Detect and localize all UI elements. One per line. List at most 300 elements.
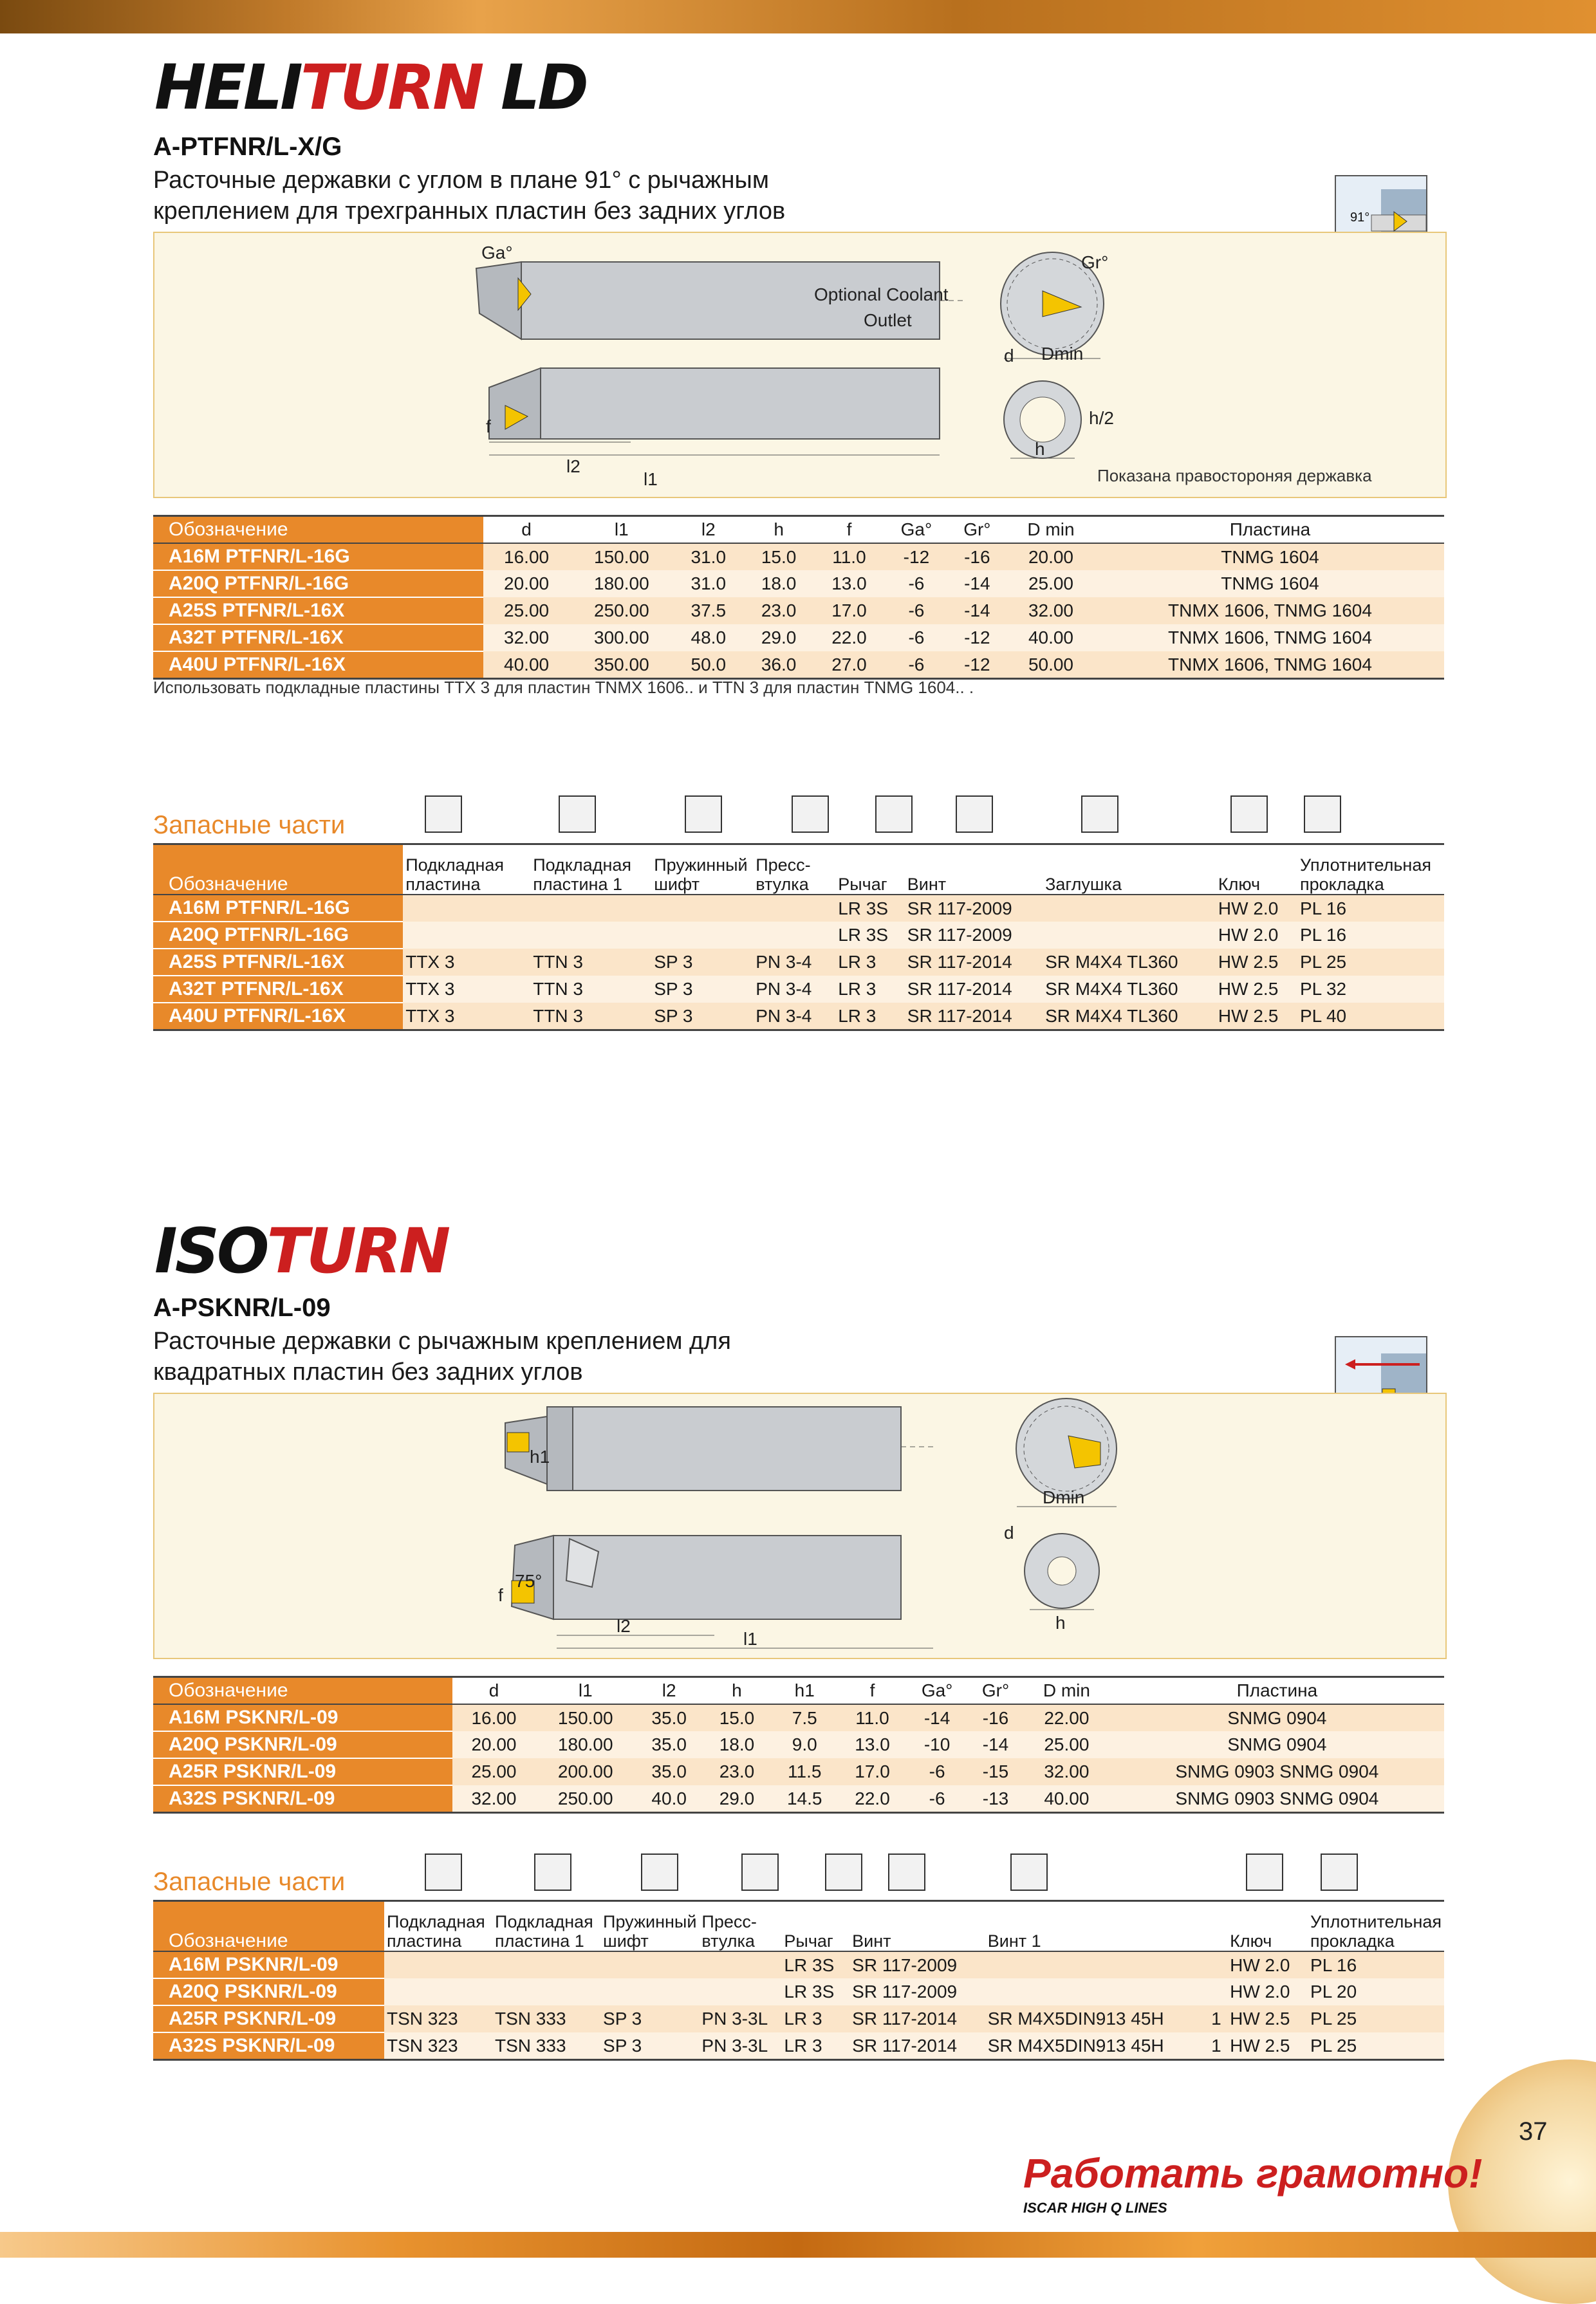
table-cell: 25.00 [1023,1731,1110,1758]
col-header [1209,1901,1227,1952]
table-row [153,1785,1444,1813]
table-cell: 16.00 [483,543,570,570]
table-cell: HW 2.5 [1216,949,1297,976]
label-l2: l2 [617,1616,631,1636]
table-cell: 11.0 [814,543,884,570]
table-cell: 35.0 [635,1731,703,1758]
table-cell: HW 2.0 [1227,1951,1308,1978]
table-footnote: Использовать подкладные пластины TTX 3 для пластин TNMX 1606.. и TTN 3 для пластин TNMG 1604.. . [153,678,974,697]
bottom-decor-bar [0,2232,1596,2258]
slogan-sub: ISCAR HIGH Q LINES [1023,2200,1167,2216]
table-cell: TNMX 1606, TNMG 1604 [1096,624,1444,651]
table-cell: 32.00 [452,1785,536,1813]
table-cell: SNMG 0903 SNMG 0904 [1110,1785,1444,1813]
table-cell [600,1978,699,2005]
table-cell: PL 16 [1297,922,1444,949]
col-header: Пресс-втулка [699,1901,781,1952]
col-header: h1 [771,1677,839,1705]
table-cell: 50.00 [1006,651,1096,679]
table-cell: SR 117-2014 [849,2005,985,2032]
col-header: Уплотнительная прокладка [1297,844,1444,895]
col-header: Обозначение [153,516,483,544]
shim-1-icon [534,1853,571,1891]
description-line-1: Расточные державки с углом в плане 91° с рычажным [153,167,769,194]
brand-part-red: TURN [300,51,482,124]
table-cell: 35.0 [635,1704,703,1731]
table-cell: TSN 333 [492,2032,600,2060]
table-cell: SR 117-2014 [849,2032,985,2060]
table-cell: LR 3S [835,895,905,922]
table-cell: 150.00 [535,1704,635,1731]
row-designation: A32S PSKNR/L-09 [153,2032,384,2060]
table-cell: SR 117-2009 [905,922,1043,949]
table-cell [600,1951,699,1978]
table-cell: SR M4X4 TL360 [1043,949,1216,976]
table-cell: PL 32 [1297,976,1444,1003]
col-header: Пружинный шифт [651,844,753,895]
table-cell: 25.00 [483,597,570,624]
brand-logo-heliturn [154,51,586,124]
table-cell: PN 3-3L [699,2032,781,2060]
col-header: Пресс-втулка [753,844,835,895]
spec-table-2-header [153,1677,1444,1705]
col-header: Рычаг [835,844,905,895]
table-cell: SR M4X5DIN913 45H [985,2005,1209,2032]
table-cell: 14.5 [771,1785,839,1813]
table-row [153,597,1444,624]
brand-logo-isoturn [154,1215,448,1287]
table-row [153,1731,1444,1758]
lever-icon [825,1853,862,1891]
product-code: A-PSKNR/L-09 [153,1294,331,1322]
table-cell: -6 [884,570,949,597]
table-cell: HW 2.0 [1216,895,1297,922]
table-row [153,2005,1444,2032]
label-coolant-2: Outlet [864,310,912,330]
table-cell [651,922,753,949]
spec-table-1 [153,515,1444,680]
table-cell: 16.00 [452,1704,536,1731]
table-cell: 13.0 [814,570,884,597]
table-cell: PL 25 [1308,2032,1444,2060]
table-cell: SR M4X4 TL360 [1043,976,1216,1003]
col-header: f [814,516,884,544]
col-header: d [452,1677,536,1705]
row-designation: A40U PTFNR/L-16X [153,651,483,679]
col-header: Пластина [1110,1677,1444,1705]
table-cell: -14 [906,1704,968,1731]
table-row [153,2032,1444,2060]
label-d: d [1004,346,1014,366]
spring-pin-icon [641,1853,678,1891]
row-designation: A16M PTFNR/L-16G [153,895,403,922]
table-cell: 31.0 [673,570,743,597]
table-cell: -12 [884,543,949,570]
col-header: Ключ [1216,844,1297,895]
table-cell: TSN 323 [384,2005,492,2032]
table-cell: SR 117-2009 [905,895,1043,922]
table-cell: TSN 323 [384,2032,492,2060]
row-designation: A32T PTFNR/L-16X [153,624,483,651]
table-cell: 40.00 [1006,624,1096,651]
col-header: Уплотнительная прокладка [1308,1901,1444,1952]
col-header: Винт [905,844,1043,895]
table-cell [1209,1951,1227,1978]
table-cell: -16 [968,1704,1023,1731]
label-dmin: Dmin [1043,1487,1085,1507]
brand-part-black: ISO [154,1215,267,1287]
brand-part-black: HELI [154,51,301,124]
table-cell: PN 3-4 [753,949,835,976]
table-cell: -6 [884,597,949,624]
product-description [153,1326,731,1388]
table-cell: 18.0 [703,1731,770,1758]
table-cell: 40.00 [483,651,570,679]
label-d: d [1004,1523,1014,1543]
table-row [153,1978,1444,2005]
key-icon [1230,795,1268,833]
table-row [153,624,1444,651]
table-cell: PN 3-4 [753,976,835,1003]
col-header: D min [1006,516,1096,544]
table-cell: PL 16 [1297,895,1444,922]
table-cell: 20.00 [452,1731,536,1758]
table-cell: 23.0 [743,597,813,624]
label-h2: h/2 [1089,408,1114,428]
table-cell: -6 [884,624,949,651]
seal-ring-icon [1321,1853,1358,1891]
table-cell [492,1978,600,2005]
row-designation: A25S PTFNR/L-16X [153,597,483,624]
description-line-1: Расточные державки с рычажным креплением для [153,1328,731,1355]
table-cell: 35.0 [635,1758,703,1785]
col-header: Обозначение [153,1677,452,1705]
col-header: Подкладная пластина 1 [530,844,651,895]
table-cell: -14 [968,1731,1023,1758]
table-cell: -13 [968,1785,1023,1813]
table-cell: -12 [949,624,1006,651]
col-header: D min [1023,1677,1110,1705]
table-cell: LR 3S [781,1951,849,1978]
spares-title: Запасные части [153,1868,346,1896]
col-header: Пружинный шифт [600,1901,699,1952]
spec-table-1-header [153,516,1444,544]
table-cell: -16 [949,543,1006,570]
col-header: Заглушка [1043,844,1216,895]
table-cell: 23.0 [703,1758,770,1785]
label-gr: Gr° [1081,252,1109,272]
table-cell: SR 117-2014 [905,1003,1043,1030]
drawing-box-1 [153,232,1447,498]
table-cell [1043,922,1216,949]
table-row [153,922,1444,949]
parts-table-1 [153,843,1444,1031]
table-cell: 25.00 [1006,570,1096,597]
table-cell: 20.00 [483,570,570,597]
shim-icon [425,795,462,833]
screw-icon [956,795,993,833]
table-row [153,1951,1444,1978]
table-cell: 200.00 [535,1758,635,1785]
table-cell [651,895,753,922]
table-cell: 29.0 [743,624,813,651]
col-header: l2 [635,1677,703,1705]
table-cell: 32.00 [1023,1758,1110,1785]
table-cell: 29.0 [703,1785,770,1813]
table-cell: 1 [1209,2005,1227,2032]
table-cell: SR 117-2014 [905,976,1043,1003]
table-cell: SNMG 0904 [1110,1704,1444,1731]
table-row [153,1003,1444,1030]
table-cell: 50.0 [673,651,743,679]
description-line-2: квадратных пластин без задних углов [153,1359,583,1386]
table-cell: TNMG 1604 [1096,543,1444,570]
table-cell: 11.0 [839,1704,906,1731]
description-line-2: креплением для трехгранных пластин без задних углов [153,198,786,225]
label-h: h [1055,1613,1066,1633]
table-cell: LR 3 [781,2005,849,2032]
table-cell: SR 117-2014 [905,949,1043,976]
table-cell: -6 [906,1785,968,1813]
press-sleeve-icon [741,1853,779,1891]
label-l2: l2 [566,456,580,476]
table-row [153,543,1444,570]
table-cell: 250.00 [535,1785,635,1813]
shim-1-icon [559,795,596,833]
spares-title: Запасные части [153,811,346,839]
table-cell: TTN 3 [530,976,651,1003]
table-cell: HW 2.0 [1227,1978,1308,2005]
col-header: Ga° [884,516,949,544]
col-header: Винт [849,1901,985,1952]
table-row [153,1758,1444,1785]
table-row [153,1704,1444,1731]
parts-table-1-header [153,844,1444,895]
table-cell: TNMG 1604 [1096,570,1444,597]
table-cell: PN 3-4 [753,1003,835,1030]
table-cell: 13.0 [839,1731,906,1758]
table-cell: 40.00 [1023,1785,1110,1813]
table-cell [985,1978,1209,2005]
table-cell: LR 3S [835,922,905,949]
table-cell: HW 2.5 [1216,976,1297,1003]
table-cell [530,895,651,922]
table-cell: PL 16 [1308,1951,1444,1978]
col-header: Подкладная пластина [384,1901,492,1952]
col-header: f [839,1677,906,1705]
table-row [153,570,1444,597]
row-designation: A20Q PSKNR/L-09 [153,1731,452,1758]
table-cell: -6 [884,651,949,679]
table-cell: 1 [1209,2032,1227,2060]
col-header: d [483,516,570,544]
row-designation: A32S PSKNR/L-09 [153,1785,452,1813]
col-header: Пластина [1096,516,1444,544]
table-cell: TTN 3 [530,949,651,976]
table-cell: LR 3 [835,949,905,976]
table-cell: SR M4X4 TL360 [1043,1003,1216,1030]
table-cell: PL 25 [1297,949,1444,976]
table-cell: HW 2.5 [1227,2032,1308,2060]
table-cell: SP 3 [651,1003,753,1030]
table-cell [699,1951,781,1978]
table-cell [753,895,835,922]
label-f: f [498,1585,503,1605]
table-cell: 11.5 [771,1758,839,1785]
col-header: l1 [535,1677,635,1705]
lever-icon [875,795,913,833]
table-cell: SNMG 0903 SNMG 0904 [1110,1758,1444,1785]
brand-part-black-2: LD [481,51,586,124]
shim-icon [425,1853,462,1891]
table-cell: TTN 3 [530,1003,651,1030]
table-cell: LR 3 [781,2032,849,2060]
table-cell [384,1951,492,1978]
table-cell: SR M4X5DIN913 45H [985,2032,1209,2060]
table-cell: -12 [949,651,1006,679]
table-cell: 36.0 [743,651,813,679]
table-cell [699,1978,781,2005]
label-l1: l1 [644,469,658,489]
label-coolant-1: Optional Coolant [814,284,949,304]
table-cell: 9.0 [771,1731,839,1758]
table-cell: HW 2.5 [1227,2005,1308,2032]
table-cell: 180.00 [570,570,674,597]
table-cell: 22.0 [814,624,884,651]
col-header: Рычаг [781,1901,849,1952]
table-cell: 18.0 [743,570,813,597]
row-designation: A40U PTFNR/L-16X [153,1003,403,1030]
table-cell: 32.00 [483,624,570,651]
table-cell: PL 20 [1308,1978,1444,2005]
table-cell: HW 2.5 [1216,1003,1297,1030]
table-cell: LR 3 [835,976,905,1003]
parts-table-2 [153,1900,1444,2061]
table-cell: 15.0 [743,543,813,570]
table-cell: TNMX 1606, TNMG 1604 [1096,597,1444,624]
table-cell: TSN 333 [492,2005,600,2032]
row-designation: A20Q PTFNR/L-16G [153,570,483,597]
table-cell: 32.00 [1006,597,1096,624]
row-designation: A16M PTFNR/L-16G [153,543,483,570]
table-cell: SR 117-2009 [849,1978,985,2005]
table-cell: 22.0 [839,1785,906,1813]
table-cell [492,1951,600,1978]
table-cell: 250.00 [570,597,674,624]
row-designation: A16M PSKNR/L-09 [153,1704,452,1731]
spec-table-2 [153,1676,1444,1814]
row-designation: A16M PSKNR/L-09 [153,1951,384,1978]
table-cell: 31.0 [673,543,743,570]
col-header: l2 [673,516,743,544]
label-dmin: Dmin [1041,344,1084,364]
col-header: Обозначение [153,844,403,895]
table-cell: 40.0 [635,1785,703,1813]
label-h1: h1 [530,1447,550,1467]
table-cell: PL 25 [1308,2005,1444,2032]
table-cell: 17.0 [839,1758,906,1785]
table-cell [753,922,835,949]
table-cell [985,1951,1209,1978]
product-description [153,165,785,227]
spring-pin-icon [685,795,722,833]
table-cell: SP 3 [600,2032,699,2060]
table-cell: 15.0 [703,1704,770,1731]
table-cell: -10 [906,1731,968,1758]
table-cell: 25.00 [452,1758,536,1785]
top-decor-bar [0,0,1596,33]
angle-icon-label: 91° [1350,210,1370,225]
table-cell: TTX 3 [403,976,530,1003]
table-cell [1209,1978,1227,2005]
table-cell: -15 [968,1758,1023,1785]
screw-1-icon [1010,1853,1048,1891]
table-cell: 150.00 [570,543,674,570]
parts-table-2-header [153,1901,1444,1952]
table-cell: 22.00 [1023,1704,1110,1731]
col-header: h [703,1677,770,1705]
table-cell: 27.0 [814,651,884,679]
col-header: Обозначение [153,1901,384,1952]
product-code: A-PTFNR/L-X/G [153,133,342,161]
slogan: Работать грамотно! [1023,2150,1483,2197]
label-f: f [486,416,491,436]
table-cell [403,895,530,922]
table-row [153,976,1444,1003]
table-cell [1043,895,1216,922]
table-cell: SP 3 [600,2005,699,2032]
row-designation: A25S PTFNR/L-16X [153,949,403,976]
table-cell: PN 3-3L [699,2005,781,2032]
table-cell: SP 3 [651,976,753,1003]
col-header: Ключ [1227,1901,1308,1952]
col-header: Винт 1 [985,1901,1209,1952]
table-cell: 48.0 [673,624,743,651]
col-header: h [743,516,813,544]
table-cell: 37.5 [673,597,743,624]
table-cell: 17.0 [814,597,884,624]
page-number: 37 [1519,2117,1548,2146]
table-cell: 20.00 [1006,543,1096,570]
col-header: Ga° [906,1677,968,1705]
label-l1: l1 [743,1629,757,1649]
tool-drawing-ptfnr [154,233,1445,497]
col-header: Подкладная пластина [403,844,530,895]
row-designation: A32T PTFNR/L-16X [153,976,403,1003]
table-cell: PL 40 [1297,1003,1444,1030]
screw-icon [888,1853,925,1891]
table-cell: TNMX 1606, TNMG 1604 [1096,651,1444,679]
table-cell [384,1978,492,2005]
table-cell: HW 2.0 [1216,922,1297,949]
table-cell: SR 117-2009 [849,1951,985,1978]
col-header: Подкладная пластина 1 [492,1901,600,1952]
label-ga: Ga° [481,243,513,263]
drawing-box-2 [153,1393,1447,1659]
row-designation: A20Q PTFNR/L-16G [153,922,403,949]
label-angle: 75° [515,1571,543,1591]
press-sleeve-icon [792,795,829,833]
brand-part-red: TURN [266,1215,449,1287]
table-cell: TTX 3 [403,949,530,976]
row-designation: A25R PSKNR/L-09 [153,2005,384,2032]
table-cell [403,922,530,949]
plug-icon [1081,795,1118,833]
table-row [153,949,1444,976]
seal-ring-icon [1304,795,1341,833]
row-designation: A25R PSKNR/L-09 [153,1758,452,1785]
table-cell: -6 [906,1758,968,1785]
